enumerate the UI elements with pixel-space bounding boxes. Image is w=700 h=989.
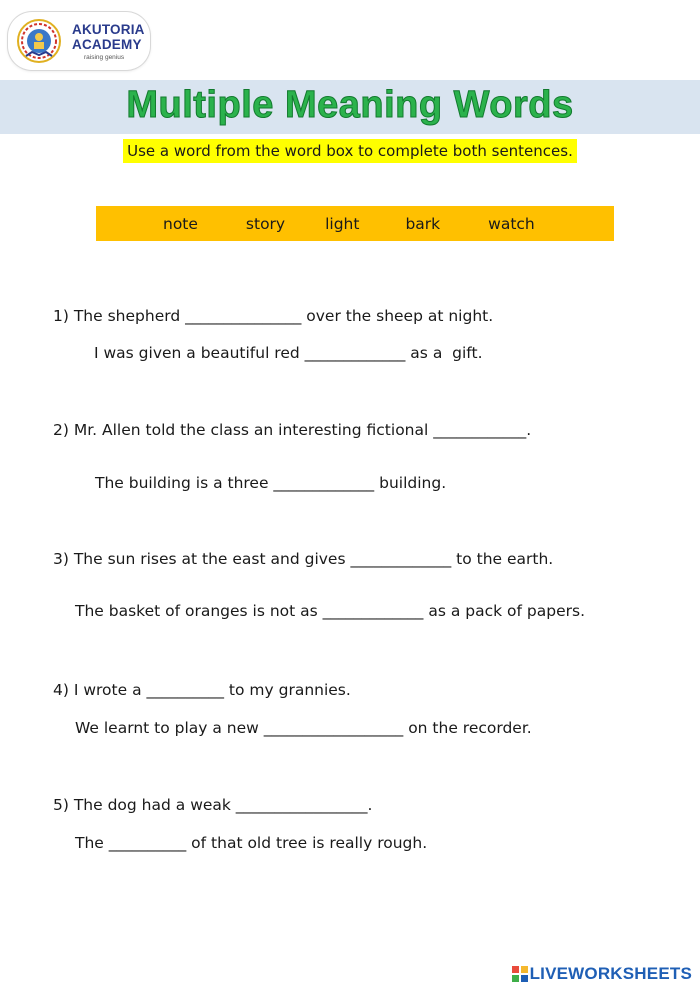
academy-name [72,22,145,52]
question-1-sentence-2: I was given a beautiful red _____________ as a gift. [94,344,483,362]
instruction-row [0,139,700,163]
word-box-item: note [163,214,198,233]
question-3-sentence-2: The basket of oranges is not as _____________ as a pack of papers. [75,602,585,620]
academy-logo [8,12,150,70]
question-2-sentence-2: The building is a three _____________ building. [95,474,447,492]
question-5-sentence-1: 5) The dog had a weak _________________. [53,796,373,814]
question-4-sentence-2: We learnt to play a new __________________ on the recorder. [75,719,532,737]
academy-name-line1: AKUTORIA [72,22,145,37]
word-box-item: light [325,214,360,233]
question-2-sentence-1: 2) Mr. Allen told the class an interesting fictional ____________. [53,421,532,439]
instruction-text: Use a word from the word box to complete both sentences. [123,139,577,163]
word-box [96,206,614,241]
academy-tagline: raising genius [84,54,125,61]
academy-seal-icon [16,18,62,64]
liveworksheets-logo-icon [512,966,528,982]
question-3-sentence-1: 3) The sun rises at the east and gives _____________ to the earth. [53,550,554,568]
question-5-sentence-2: The __________ of that old tree is really rough. [75,834,428,852]
word-box-item: story [245,214,286,233]
word-box-item: watch [488,214,535,233]
liveworksheets-brand [512,964,692,984]
page-title: Multiple Meaning Words [126,84,574,126]
academy-name-line2: ACADEMY [72,37,142,52]
question-4-sentence-1: 4) I wrote a __________ to my grannies. [53,681,351,699]
question-1-sentence-1: 1) The shepherd _______________ over the sheep at night. [53,307,494,325]
word-box-item: bark [405,214,441,233]
liveworksheets-wordmark: LIVEWORKSHEETS [529,964,692,983]
